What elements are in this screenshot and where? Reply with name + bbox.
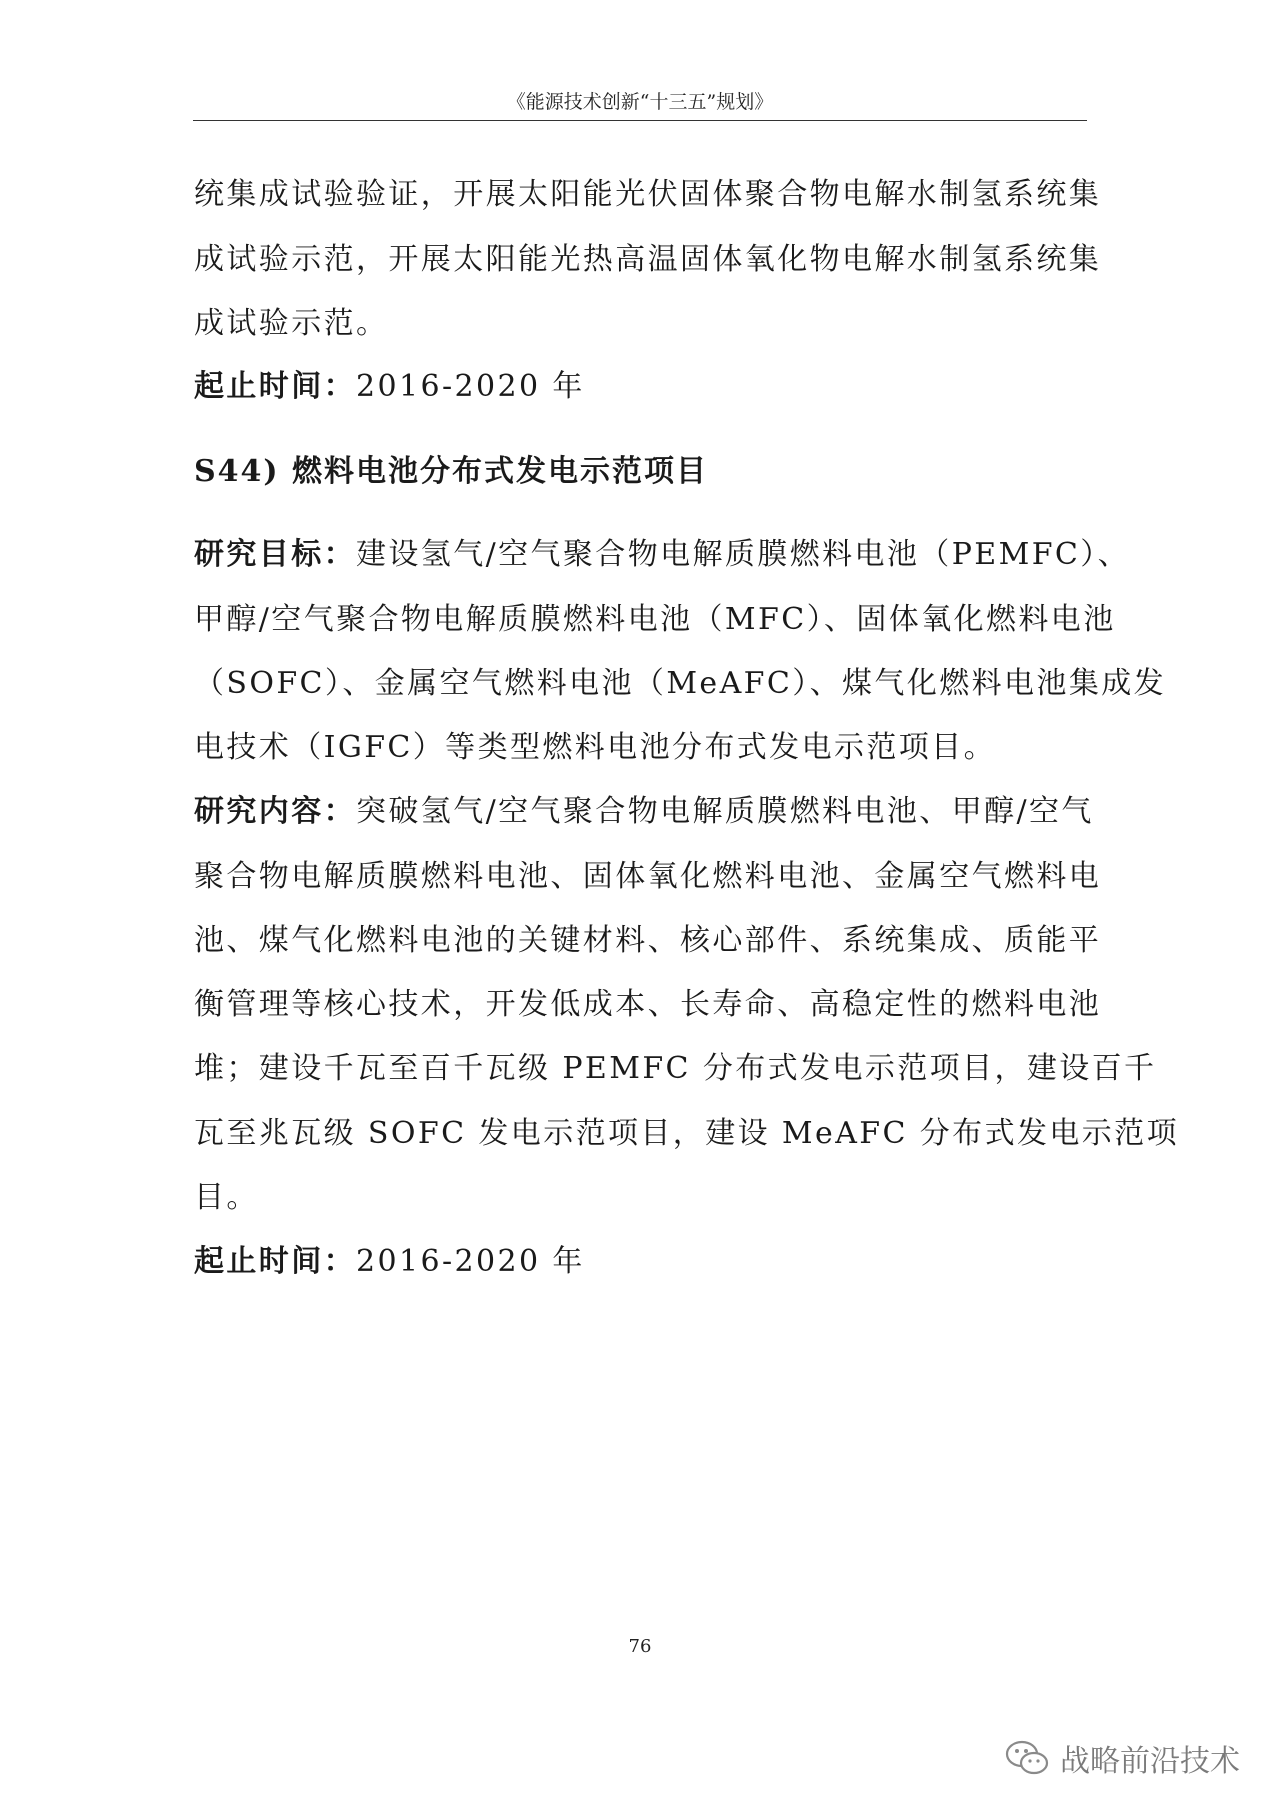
section-heading: S44) 燃料电池分布式发电示范项目 — [194, 454, 709, 489]
header-title: 《能源技术创新“十三五”规划》 — [506, 91, 774, 113]
content-line: 池、煤气化燃料电池的关键材料、核心部件、系统集成、质能平 — [194, 923, 1102, 958]
watermark — [1004, 1736, 1240, 1780]
content-line: 目。 — [194, 1180, 259, 1215]
time-range-2 — [194, 1242, 1094, 1282]
goal-label: 研究目标： — [194, 537, 356, 572]
para1-line: 成试验示范，开展太阳能光热高温固体氧化物电解水制氢系统集 — [194, 242, 1102, 277]
content-first-line — [194, 792, 1094, 832]
goal-first-line — [194, 535, 1131, 575]
goal-line: 甲醇/空气聚合物电解质膜燃料电池（MFC）、固体氧化燃料电池 — [194, 602, 1116, 637]
page-header — [193, 84, 1087, 121]
content-line: 聚合物电解质膜燃料电池、固体氧化燃料电池、金属空气燃料电 — [194, 859, 1102, 894]
watermark-text: 战略前沿技术 — [1060, 1744, 1240, 1779]
goal-line: （SOFC）、金属空气燃料电池（MeAFC）、煤气化燃料电池集成发 — [194, 666, 1167, 701]
para1-line: 成试验示范。 — [194, 306, 389, 341]
goal-text: 建设氢气/空气聚合物电解质膜燃料电池（PEMFC）、 — [356, 537, 1131, 572]
goal-line: 电技术（IGFC）等类型燃料电池分布式发电示范项目。 — [194, 730, 996, 765]
wechat-icon — [1004, 1738, 1050, 1778]
content-line: 堆；建设千瓦至百千瓦级 PEMFC 分布式发电示范项目，建设百千 — [194, 1051, 1157, 1086]
para1-line: 统集成试验验证，开展太阳能光伏固体聚合物电解水制氢系统集 — [194, 177, 1102, 212]
page-number: 76 — [628, 1636, 652, 1657]
time-value: 2016-2020 年 — [356, 369, 585, 404]
content-line: 瓦至兆瓦级 SOFC 发电示范项目，建设 MeAFC 分布式发电示范项 — [194, 1116, 1179, 1151]
time-label: 起止时间： — [194, 369, 356, 404]
content-label: 研究内容： — [194, 794, 356, 829]
content-text: 突破氢气/空气聚合物电解质膜燃料电池、甲醇/空气 — [356, 794, 1094, 829]
time-value: 2016-2020 年 — [356, 1244, 585, 1279]
time-range-1 — [194, 367, 1094, 407]
content-line: 衡管理等核心技术，开发低成本、长寿命、高稳定性的燃料电池 — [194, 987, 1102, 1022]
time-label: 起止时间： — [194, 1244, 356, 1279]
